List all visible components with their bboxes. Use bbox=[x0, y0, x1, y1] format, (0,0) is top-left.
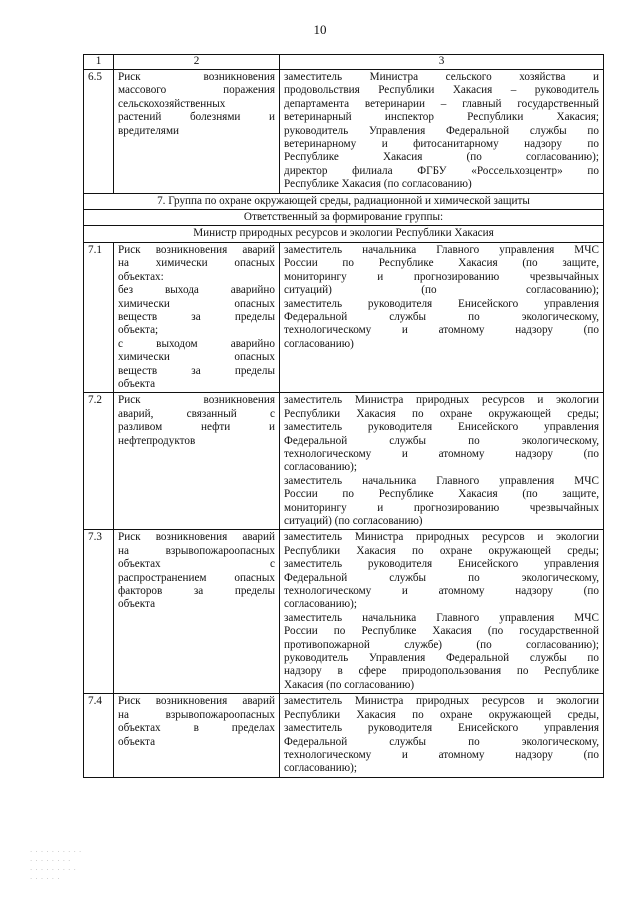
cell-line: на химически опасных bbox=[118, 257, 275, 270]
cell-line: ситуаций) (по согласованию) bbox=[284, 515, 423, 527]
cell-line: с выходом аварийно bbox=[118, 337, 275, 350]
cell-line: объекта bbox=[118, 735, 156, 748]
cell-line: растений болезнями и bbox=[118, 111, 275, 124]
row-number: 7.1 bbox=[84, 242, 114, 392]
cell-line: согласованию); bbox=[284, 461, 357, 474]
page-number: 10 bbox=[313, 22, 327, 37]
cell-line: аварий, связанный с bbox=[118, 407, 275, 420]
cell-line: факторов за пределы bbox=[118, 585, 275, 598]
cell-line: руководитель Управления Федеральной службы по bbox=[284, 652, 599, 665]
cell-line: Республики Хакасия по охране окружающей среды, bbox=[284, 708, 599, 721]
cell-line: технологическому и атомному надзору (по bbox=[284, 585, 599, 598]
cell-line: Федеральной службы по экологическому, bbox=[284, 735, 599, 748]
responsible-name-row bbox=[84, 226, 604, 242]
cell-line: руководитель Управления Федеральной службы по bbox=[284, 124, 599, 137]
cell-line: веществ за пределы bbox=[118, 364, 275, 377]
cell-line: объекта; bbox=[118, 324, 159, 337]
faded-stamp-mark: · · · · · · · · · · · · · · · · · · · · · · · · · · · · · · · · · bbox=[30, 848, 82, 883]
cell-line: надзору в сфере природопользования по Республике bbox=[284, 665, 599, 678]
responsible-cell bbox=[280, 70, 604, 194]
risk-cell bbox=[114, 530, 280, 694]
cell-line: продовольствия Республики Хакасия – руководитель bbox=[284, 84, 599, 97]
responsible-cell bbox=[280, 242, 604, 392]
header-col-1: 1 bbox=[84, 55, 114, 70]
cell-line: директор филиала ФГБУ «Россельхозцентр» по bbox=[284, 164, 599, 177]
cell-line: Риск возникновения bbox=[118, 71, 275, 83]
cell-line: веществ за пределы bbox=[118, 310, 275, 323]
cell-line: объектах: bbox=[118, 270, 164, 283]
risk-cell bbox=[114, 694, 280, 777]
cell-line: на взрывопожароопасных bbox=[118, 708, 275, 721]
cell-line: заместитель начальника Главного управления МЧС bbox=[284, 243, 599, 256]
cell-line: противопожарной службе) (по согласованию); bbox=[284, 638, 599, 651]
table-row bbox=[84, 393, 604, 530]
cell-line: вредителями bbox=[118, 124, 180, 137]
cell-line: заместитель руководителя Енисейского управления bbox=[284, 558, 599, 571]
risk-cell bbox=[114, 70, 280, 194]
cell-line: заместитель Министра сельского хозяйства и bbox=[284, 71, 599, 83]
cell-line: Республике Хакасия (по согласованию); bbox=[284, 151, 599, 164]
cell-line: технологическому и атомному надзору (по bbox=[284, 748, 599, 761]
table-header-row bbox=[84, 55, 604, 70]
cell-line: заместитель руководителя Енисейского управления bbox=[284, 421, 599, 434]
risk-cell bbox=[114, 242, 280, 392]
cell-line: заместитель начальника Главного управления МЧС bbox=[284, 611, 599, 624]
cell-line: России по Республике Хакасия (по защите, bbox=[284, 488, 599, 501]
cell-line: технологическому и атомному надзору (по bbox=[284, 447, 599, 460]
cell-line: заместитель Министра природных ресурсов и экологии bbox=[284, 394, 599, 407]
cell-line: химически опасных bbox=[118, 351, 275, 364]
table-row bbox=[84, 694, 604, 777]
cell-line: России по Республике Хакасия (по защите, bbox=[284, 257, 599, 270]
cell-line: объекта bbox=[118, 377, 156, 390]
cell-line: Республики Хакасия по охране окружающей среды; bbox=[284, 544, 599, 557]
risk-cell bbox=[114, 393, 280, 530]
cell-line: заместитель Министра природных ресурсов и экологии bbox=[284, 695, 599, 708]
responsible-cell bbox=[280, 530, 604, 694]
table-row bbox=[84, 70, 604, 194]
cell-line: Республике Хакасия (по согласованию) bbox=[284, 178, 472, 191]
cell-line: департамента ветеринарии – главный государственный bbox=[284, 97, 599, 110]
table-row bbox=[84, 530, 604, 694]
cell-line: заместитель руководителя Енисейского управления bbox=[284, 297, 599, 310]
section-title-row bbox=[84, 193, 604, 209]
cell-line: нефтепродуктов bbox=[118, 434, 196, 447]
cell-line: ветеринарному и фитосанитарному надзору по bbox=[284, 138, 599, 151]
cell-line: Хакасия (по согласованию) bbox=[284, 678, 415, 691]
section-title: 7. Группа по охране окружающей среды, радиационной и химической защиты bbox=[84, 193, 604, 209]
responsible-label: Ответственный за формирование группы: bbox=[84, 210, 604, 226]
responsible-name: Министр природных ресурсов и экологии Республики Хакасия bbox=[84, 226, 604, 242]
responsible-cell bbox=[280, 694, 604, 777]
cell-line: Риск возникновения аварий bbox=[118, 243, 275, 256]
cell-line: распространением опасных bbox=[118, 571, 275, 584]
cell-line: мониторингу и прогнозированию чрезвычайных bbox=[284, 270, 599, 283]
cell-line: согласованию); bbox=[284, 598, 357, 611]
cell-line: мониторингу и прогнозированию чрезвычайных bbox=[284, 501, 599, 514]
cell-line: России по Республике Хакасия (по государственной bbox=[284, 625, 599, 638]
table-row bbox=[84, 242, 604, 392]
responsible-label-row bbox=[84, 210, 604, 226]
cell-line: Риск возникновения аварий bbox=[118, 695, 275, 708]
cell-line: Республики Хакасия по охране окружающей среды; bbox=[284, 407, 599, 420]
header-col-2: 2 bbox=[114, 55, 280, 70]
cell-line: заместитель руководителя Енисейского управления bbox=[284, 722, 599, 735]
cell-line: согласованию) bbox=[284, 337, 354, 350]
cell-line: химически опасных bbox=[118, 297, 275, 310]
row-number: 7.2 bbox=[84, 393, 114, 530]
cell-line: ситуаций) (по согласованию); bbox=[284, 284, 599, 297]
responsibility-table bbox=[83, 54, 604, 778]
responsible-cell bbox=[280, 393, 604, 530]
cell-line: Риск возникновения bbox=[118, 394, 275, 407]
cell-line: ветеринарный инспектор Республики Хакасия; bbox=[284, 111, 599, 124]
cell-line: Федеральной службы по экологическому, bbox=[284, 310, 599, 323]
cell-line: объектах с bbox=[118, 558, 275, 571]
cell-line: заместитель начальника Главного управления МЧС bbox=[284, 474, 599, 487]
cell-line: разливом нефти и bbox=[118, 421, 275, 434]
cell-line: без выхода аварийно bbox=[118, 284, 275, 297]
cell-line: объекта bbox=[118, 598, 156, 611]
cell-line: технологическому и атомному надзору (по bbox=[284, 324, 599, 337]
row-number: 7.3 bbox=[84, 530, 114, 694]
cell-line: объектах в пределах bbox=[118, 722, 275, 735]
cell-line: согласованию); bbox=[284, 762, 357, 775]
cell-line: Риск возникновения аварий bbox=[118, 531, 275, 544]
row-number: 7.4 bbox=[84, 694, 114, 777]
cell-line: заместитель Министра природных ресурсов и экологии bbox=[284, 531, 599, 544]
cell-line: на взрывопожароопасных bbox=[118, 544, 275, 557]
cell-line: сельскохозяйственных bbox=[118, 97, 226, 110]
row-number: 6.5 bbox=[84, 70, 114, 194]
cell-line: Федеральной службы по экологическому, bbox=[284, 434, 599, 447]
cell-line: Федеральной службы по экологическому, bbox=[284, 571, 599, 584]
header-col-3: 3 bbox=[280, 55, 604, 70]
cell-line: массового поражения bbox=[118, 84, 275, 97]
